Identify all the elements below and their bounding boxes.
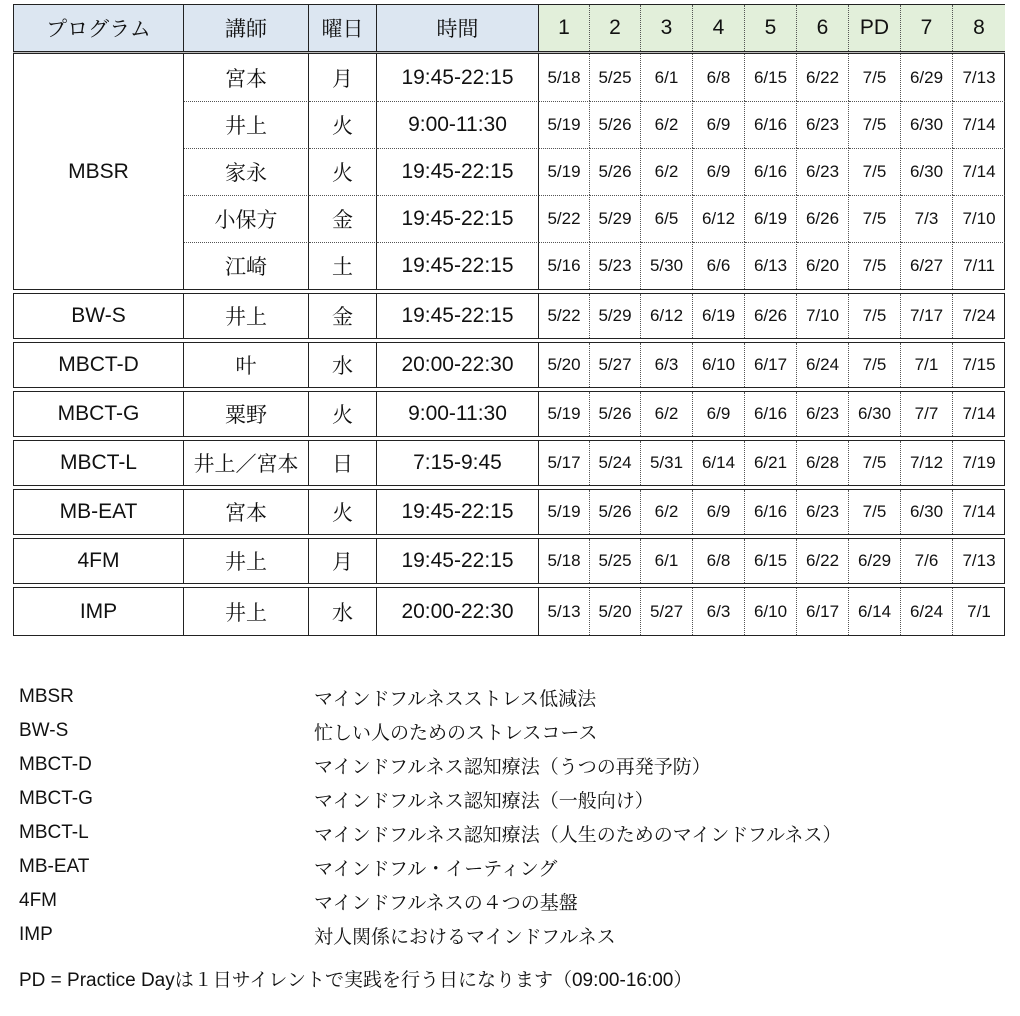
session-date-cell: 7/14 — [962, 502, 996, 521]
legend-abbr: MBCT-L — [19, 822, 89, 843]
table-header — [13, 4, 1005, 52]
legend-description: 対人関係におけるマインドフルネス — [314, 926, 616, 948]
session-date-cell: 6/30 — [901, 148, 953, 195]
teacher-cell: 叶 — [184, 343, 309, 387]
column-header: プログラム — [14, 5, 184, 51]
session-date-cell: 7/11 — [953, 242, 1005, 289]
session-date-cell: 7/3 — [901, 195, 953, 242]
teacher-cell: 井上／宮本 — [184, 441, 309, 485]
column-header: 3 — [641, 5, 693, 51]
session-date-cell: 6/2 — [641, 392, 693, 436]
session-date-cell: 6/8 — [693, 539, 745, 583]
session-date-cell: 6/16 — [745, 101, 797, 148]
legend-description: マインドフルネス認知療法（うつの再発予防） — [314, 756, 711, 778]
program-name: IMP — [14, 588, 184, 635]
session-date-cell: 6/15 — [745, 54, 797, 101]
column-header: 時間 — [377, 5, 539, 51]
session-date-cell: 5/29 — [590, 195, 641, 242]
program-block — [13, 489, 1005, 535]
session-date-cell: 5/25 — [590, 539, 641, 583]
session-date-cell: 6/30 — [901, 490, 953, 534]
session-date-cell: 5/17 — [539, 441, 590, 485]
program-name: 4FM — [14, 539, 184, 583]
session-date-cell: 6/9 — [693, 148, 745, 195]
time-cell: 20:00-22:30 — [377, 588, 539, 635]
session-date-cell: 7/7 — [901, 392, 953, 436]
teacher-cell: 家永 — [184, 148, 309, 195]
weekday-cell: 金 — [309, 294, 377, 338]
weekday-cell: 水 — [309, 588, 377, 635]
legend-item — [19, 816, 841, 850]
session-date-cell: 7/5 — [849, 343, 901, 387]
practice-day-note: PD = Practice Dayは１日サイレントで実践を行う日になります（09:00-16:00） — [19, 970, 693, 991]
session-date-cell: 6/29 — [849, 539, 901, 583]
program-block — [13, 53, 1005, 290]
program-block — [13, 391, 1005, 437]
legend-item — [19, 748, 841, 782]
legend-item — [19, 884, 841, 918]
legend-item — [19, 680, 841, 714]
session-date-cell: 5/29 — [590, 294, 641, 338]
session-date-cell: 6/16 — [745, 490, 797, 534]
session-date-cell: 5/19 — [539, 101, 590, 148]
column-header: 講師 — [184, 5, 309, 51]
session-date-cell: 6/9 — [693, 392, 745, 436]
table-body — [13, 53, 1005, 636]
session-date-cell: 5/19 — [539, 148, 590, 195]
session-date-cell: 7/6 — [901, 539, 953, 583]
legend-description: マインドフルネス認知療法（人生のためのマインドフルネス） — [314, 824, 842, 846]
teacher-cell: 井上 — [184, 588, 309, 635]
session-date-cell: 6/3 — [641, 343, 693, 387]
session-date-cell: 5/13 — [539, 588, 590, 635]
program-name: BW-S — [14, 294, 184, 338]
weekday-cell: 日 — [309, 441, 377, 485]
session-date-cell: 7/17 — [901, 294, 953, 338]
legend-description: 忙しい人のためのストレスコース — [314, 722, 598, 744]
weekday-cell: 火 — [309, 101, 377, 148]
session-date-cell: 6/9 — [693, 101, 745, 148]
session-date-cell: 5/20 — [539, 343, 590, 387]
legend-description: マインドフル・イーティング — [314, 858, 558, 880]
teacher-cell: 井上 — [184, 539, 309, 583]
session-date-cell: 6/2 — [641, 101, 693, 148]
teacher-cell: 井上 — [184, 294, 309, 338]
time-cell: 20:00-22:30 — [377, 343, 539, 387]
session-date-cell: 7/14 — [953, 101, 1005, 148]
session-date-cell: 5/24 — [590, 441, 641, 485]
session-date-cell: 5/26 — [590, 101, 641, 148]
session-date-cell: 7/13 — [962, 551, 996, 570]
legend-item — [19, 714, 841, 748]
teacher-cell: 江崎 — [184, 242, 309, 289]
session-date-cell: 7/24 — [962, 306, 996, 325]
program-name: MBCT-L — [14, 441, 184, 485]
session-date-cell: 6/24 — [797, 343, 849, 387]
session-date-cell: 6/19 — [745, 195, 797, 242]
session-date-cell: 7/5 — [849, 242, 901, 289]
program-block — [13, 538, 1005, 584]
session-date-cell: 6/22 — [797, 539, 849, 583]
legend-abbr: MBSR — [19, 686, 74, 707]
session-date-cell: 5/22 — [539, 195, 590, 242]
session-date-cell: 7/15 — [962, 355, 996, 374]
legend-abbr: MB-EAT — [19, 856, 90, 877]
legend-description: マインドフルネス認知療法（一般向け） — [314, 790, 654, 812]
session-date-cell: 6/3 — [693, 588, 745, 635]
column-header: PD — [849, 5, 901, 51]
session-date-cell: 6/26 — [797, 195, 849, 242]
session-date-cell: 7/5 — [849, 101, 901, 148]
session-date-cell: 7/5 — [849, 441, 901, 485]
session-date-cell: 6/30 — [901, 101, 953, 148]
time-cell: 19:45-22:15 — [377, 195, 539, 242]
session-date-cell: 7/14 — [962, 404, 996, 423]
session-date-cell: 7/5 — [849, 294, 901, 338]
teacher-cell: 宮本 — [184, 54, 309, 101]
teacher-cell: 井上 — [184, 101, 309, 148]
session-date-cell: 7/1 — [967, 601, 991, 621]
weekday-cell: 火 — [309, 490, 377, 534]
session-date-cell: 5/26 — [590, 148, 641, 195]
session-date-cell: 6/5 — [641, 195, 693, 242]
session-date-cell: 6/14 — [693, 441, 745, 485]
program-name: MBSR — [14, 54, 184, 289]
session-date-cell: 6/15 — [745, 539, 797, 583]
column-header: 1 — [539, 5, 590, 51]
time-cell: 19:45-22:15 — [377, 490, 539, 534]
time-cell: 19:45-22:15 — [377, 54, 539, 101]
teacher-cell: 粟野 — [184, 392, 309, 436]
session-date-cell: 7/5 — [849, 148, 901, 195]
session-date-cell: 7/19 — [962, 453, 996, 472]
session-date-cell: 6/12 — [693, 195, 745, 242]
session-date-cell: 6/8 — [693, 54, 745, 101]
session-date-cell: 7/5 — [849, 195, 901, 242]
time-cell: 7:15-9:45 — [377, 441, 539, 485]
program-name: MBCT-D — [14, 343, 184, 387]
weekday-cell: 金 — [309, 195, 377, 242]
session-date-cell: 6/19 — [693, 294, 745, 338]
teacher-cell: 小保方 — [184, 195, 309, 242]
session-date-cell: 5/18 — [539, 54, 590, 101]
session-date-cell: 5/25 — [590, 54, 641, 101]
weekday-cell: 土 — [309, 242, 377, 289]
session-date-cell: 6/30 — [849, 392, 901, 436]
session-date-cell: 5/31 — [641, 441, 693, 485]
session-date-cell: 5/27 — [590, 343, 641, 387]
session-date-cell: 6/23 — [797, 392, 849, 436]
weekday-cell: 月 — [309, 539, 377, 583]
time-cell: 9:00-11:30 — [377, 392, 539, 436]
session-date-cell: 6/26 — [745, 294, 797, 338]
session-date-cell: 5/16 — [539, 242, 590, 289]
column-header: 5 — [745, 5, 797, 51]
session-date-cell: 5/19 — [539, 490, 590, 534]
session-date-cell: 6/17 — [745, 343, 797, 387]
weekday-cell: 火 — [309, 148, 377, 195]
session-date-cell: 5/26 — [590, 392, 641, 436]
time-cell: 19:45-22:15 — [377, 242, 539, 289]
session-date-cell: 6/16 — [745, 148, 797, 195]
legend-abbr: BW-S — [19, 720, 69, 741]
column-header: 8 — [953, 5, 1005, 51]
column-header: 2 — [590, 5, 641, 51]
session-date-cell: 6/22 — [797, 54, 849, 101]
session-date-cell: 7/13 — [962, 67, 996, 87]
program-block — [13, 293, 1005, 339]
legend-item — [19, 782, 841, 816]
legend-abbr: MBCT-G — [19, 788, 93, 809]
legend-description: マインドフルネスの４つの基盤 — [314, 892, 578, 914]
program-block — [13, 587, 1005, 636]
weekday-cell: 火 — [309, 392, 377, 436]
session-date-cell: 7/12 — [901, 441, 953, 485]
legend — [19, 680, 841, 952]
session-date-cell: 6/29 — [901, 54, 953, 101]
session-date-cell: 5/20 — [590, 588, 641, 635]
session-date-cell: 7/14 — [953, 148, 1005, 195]
weekday-cell: 水 — [309, 343, 377, 387]
column-header: 4 — [693, 5, 745, 51]
time-cell: 19:45-22:15 — [377, 148, 539, 195]
session-date-cell: 5/22 — [539, 294, 590, 338]
legend-item — [19, 850, 841, 884]
session-date-cell: 6/23 — [797, 490, 849, 534]
session-date-cell: 6/20 — [797, 242, 849, 289]
schedule-table — [13, 4, 1005, 636]
session-date-cell: 6/1 — [641, 539, 693, 583]
session-date-cell: 6/17 — [797, 588, 849, 635]
legend-abbr: 4FM — [19, 890, 57, 911]
session-date-cell: 7/1 — [901, 343, 953, 387]
weekday-cell: 月 — [309, 54, 377, 101]
session-date-cell: 6/2 — [641, 490, 693, 534]
column-header: 曜日 — [309, 5, 377, 51]
session-date-cell: 6/23 — [797, 148, 849, 195]
session-date-cell: 6/28 — [797, 441, 849, 485]
column-header: 7 — [901, 5, 953, 51]
session-date-cell: 6/27 — [901, 242, 953, 289]
session-date-cell: 6/23 — [797, 101, 849, 148]
teacher-cell: 宮本 — [184, 490, 309, 534]
program-block — [13, 440, 1005, 486]
program-block — [13, 342, 1005, 388]
session-date-cell: 5/27 — [641, 588, 693, 635]
session-date-cell: 6/1 — [641, 54, 693, 101]
time-cell: 19:45-22:15 — [377, 294, 539, 338]
session-date-cell: 7/5 — [849, 490, 901, 534]
session-date-cell: 6/10 — [693, 343, 745, 387]
column-header: 6 — [797, 5, 849, 51]
session-date-cell: 5/23 — [590, 242, 641, 289]
legend-item — [19, 918, 841, 952]
session-date-cell: 6/14 — [849, 588, 901, 635]
session-date-cell: 6/24 — [901, 588, 953, 635]
session-date-cell: 6/9 — [693, 490, 745, 534]
legend-description: マインドフルネスストレス低減法 — [314, 688, 597, 710]
session-date-cell: 6/13 — [745, 242, 797, 289]
session-date-cell: 6/2 — [641, 148, 693, 195]
session-date-cell: 7/5 — [849, 54, 901, 101]
session-date-cell: 7/10 — [797, 294, 849, 338]
time-cell: 9:00-11:30 — [377, 101, 539, 148]
session-date-cell: 5/26 — [590, 490, 641, 534]
program-name: MB-EAT — [14, 490, 184, 534]
session-date-cell: 5/19 — [539, 392, 590, 436]
time-cell: 19:45-22:15 — [377, 539, 539, 583]
session-date-cell: 5/18 — [539, 539, 590, 583]
legend-abbr: IMP — [19, 924, 53, 945]
session-date-cell: 6/16 — [745, 392, 797, 436]
session-date-cell: 6/6 — [693, 242, 745, 289]
session-date-cell: 6/10 — [745, 588, 797, 635]
session-date-cell: 7/10 — [953, 195, 1005, 242]
session-date-cell: 6/12 — [641, 294, 693, 338]
legend-abbr: MBCT-D — [19, 754, 92, 775]
program-name: MBCT-G — [14, 392, 184, 436]
session-date-cell: 5/30 — [641, 242, 693, 289]
session-date-cell: 6/21 — [745, 441, 797, 485]
